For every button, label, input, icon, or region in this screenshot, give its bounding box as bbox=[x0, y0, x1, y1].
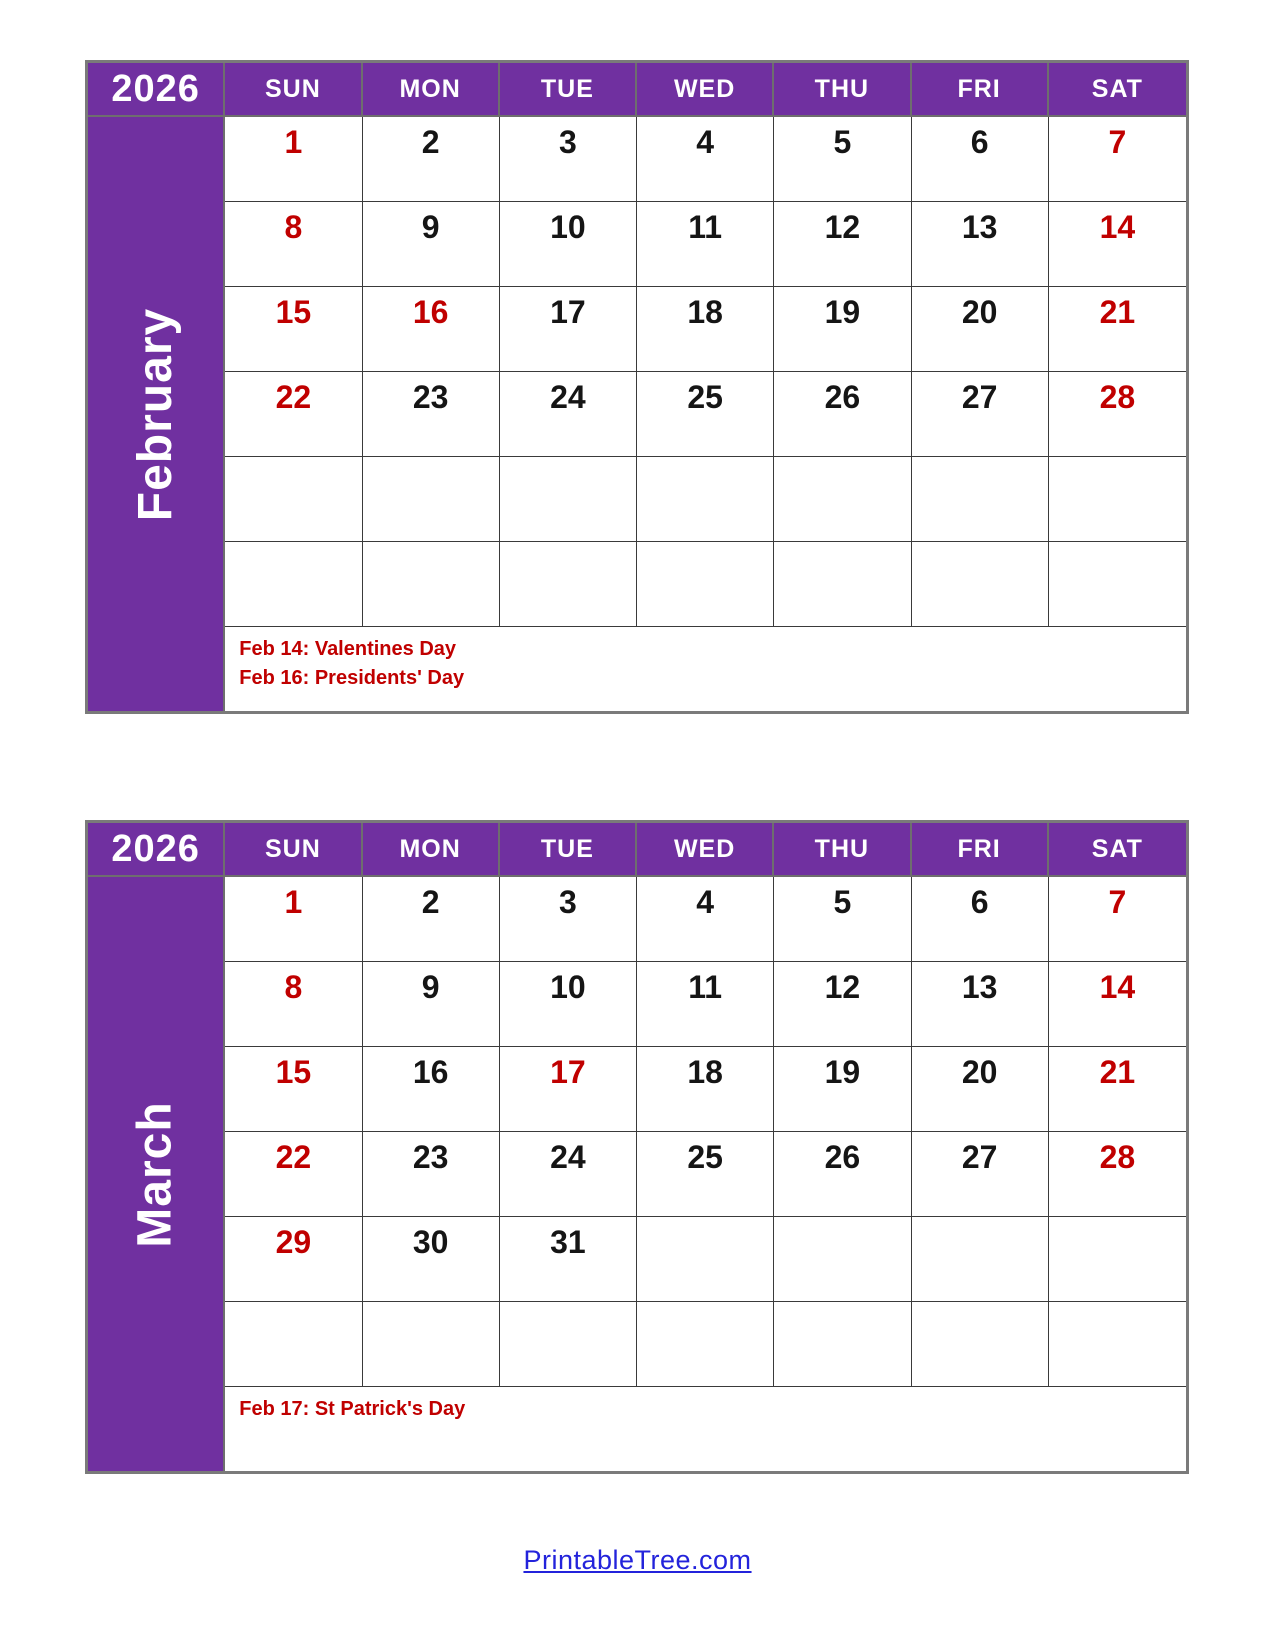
date-cell: 4 bbox=[637, 877, 774, 962]
date-cell: 11 bbox=[637, 962, 774, 1047]
date-cell: 26 bbox=[774, 372, 911, 457]
date-cell: 15 bbox=[225, 287, 362, 372]
date-cell: 14 bbox=[1049, 962, 1186, 1047]
date-cell: 25 bbox=[637, 372, 774, 457]
date-cell: 28 bbox=[1049, 372, 1186, 457]
date-cell: 10 bbox=[500, 962, 637, 1047]
holiday-notes-area bbox=[225, 1387, 1186, 1471]
date-cell: 23 bbox=[363, 372, 500, 457]
date-cell: 10 bbox=[500, 202, 637, 287]
empty-cell bbox=[500, 457, 637, 542]
empty-cell bbox=[363, 1302, 500, 1387]
date-cell: 23 bbox=[363, 1132, 500, 1217]
year-label: 2026 bbox=[88, 63, 225, 117]
holiday-note: Feb 17: St Patrick's Day bbox=[239, 1398, 466, 1420]
date-cell: 24 bbox=[500, 1132, 637, 1217]
date-cell: 13 bbox=[912, 202, 1049, 287]
date-cell: 7 bbox=[1049, 117, 1186, 202]
empty-cell bbox=[774, 1302, 911, 1387]
date-cell: 15 bbox=[225, 1047, 362, 1132]
holiday-note: Feb 16: Presidents' Day bbox=[239, 667, 465, 689]
date-cell: 1 bbox=[225, 117, 362, 202]
date-cell: 17 bbox=[500, 287, 637, 372]
day-header-sun: SUN bbox=[225, 63, 362, 117]
empty-cell bbox=[774, 542, 911, 627]
date-cell: 2 bbox=[363, 877, 500, 962]
date-cell: 16 bbox=[363, 1047, 500, 1132]
empty-cell bbox=[500, 1302, 637, 1387]
date-cell: 25 bbox=[637, 1132, 774, 1217]
date-cell: 20 bbox=[912, 287, 1049, 372]
year-label: 2026 bbox=[88, 823, 225, 877]
month-label: February bbox=[129, 307, 183, 521]
day-header-sat: SAT bbox=[1049, 823, 1186, 877]
date-cell: 6 bbox=[912, 877, 1049, 962]
calendar-february bbox=[85, 60, 1189, 714]
date-cell: 21 bbox=[1049, 287, 1186, 372]
date-cell: 27 bbox=[912, 372, 1049, 457]
date-cell: 2 bbox=[363, 117, 500, 202]
empty-cell bbox=[637, 457, 774, 542]
date-cell: 8 bbox=[225, 962, 362, 1047]
date-cell: 28 bbox=[1049, 1132, 1186, 1217]
month-sidebar bbox=[88, 117, 225, 711]
day-header-thu: THU bbox=[774, 823, 911, 877]
date-cell: 4 bbox=[637, 117, 774, 202]
date-cell: 12 bbox=[774, 962, 911, 1047]
empty-cell bbox=[637, 1217, 774, 1302]
empty-cell bbox=[225, 457, 362, 542]
empty-cell bbox=[1049, 542, 1186, 627]
empty-cell bbox=[912, 1302, 1049, 1387]
holiday-note: Feb 14: Valentines Day bbox=[239, 638, 457, 660]
date-cell: 5 bbox=[774, 877, 911, 962]
date-cell: 22 bbox=[225, 1132, 362, 1217]
empty-cell bbox=[912, 457, 1049, 542]
date-cell: 29 bbox=[225, 1217, 362, 1302]
empty-cell bbox=[363, 542, 500, 627]
empty-cell bbox=[363, 457, 500, 542]
date-cell: 22 bbox=[225, 372, 362, 457]
day-header-tue: TUE bbox=[500, 823, 637, 877]
empty-cell bbox=[774, 457, 911, 542]
empty-cell bbox=[637, 1302, 774, 1387]
date-cell: 8 bbox=[225, 202, 362, 287]
day-header-sat: SAT bbox=[1049, 63, 1186, 117]
date-cell: 18 bbox=[637, 287, 774, 372]
day-header-thu: THU bbox=[774, 63, 911, 117]
holiday-notes-area bbox=[225, 627, 1186, 711]
empty-cell bbox=[912, 542, 1049, 627]
date-cell: 14 bbox=[1049, 202, 1186, 287]
empty-cell bbox=[637, 542, 774, 627]
date-cell: 3 bbox=[500, 117, 637, 202]
empty-cell bbox=[500, 542, 637, 627]
date-cell: 19 bbox=[774, 1047, 911, 1132]
day-header-wed: WED bbox=[637, 823, 774, 877]
date-cell: 27 bbox=[912, 1132, 1049, 1217]
date-cell: 16 bbox=[363, 287, 500, 372]
date-cell: 30 bbox=[363, 1217, 500, 1302]
calendar-march bbox=[85, 820, 1189, 1474]
date-cell: 26 bbox=[774, 1132, 911, 1217]
day-header-wed: WED bbox=[637, 63, 774, 117]
empty-cell bbox=[1049, 1302, 1186, 1387]
date-cell: 18 bbox=[637, 1047, 774, 1132]
date-cell: 12 bbox=[774, 202, 911, 287]
date-cell: 17 bbox=[500, 1047, 637, 1132]
month-sidebar bbox=[88, 877, 225, 1471]
date-cell: 24 bbox=[500, 372, 637, 457]
empty-cell bbox=[912, 1217, 1049, 1302]
date-cell: 6 bbox=[912, 117, 1049, 202]
empty-cell bbox=[1049, 1217, 1186, 1302]
date-cell: 7 bbox=[1049, 877, 1186, 962]
day-header-fri: FRI bbox=[912, 63, 1049, 117]
empty-cell bbox=[225, 1302, 362, 1387]
date-cell: 19 bbox=[774, 287, 911, 372]
day-header-fri: FRI bbox=[912, 823, 1049, 877]
date-cell: 31 bbox=[500, 1217, 637, 1302]
footer bbox=[0, 1545, 1275, 1576]
date-cell: 1 bbox=[225, 877, 362, 962]
date-cell: 11 bbox=[637, 202, 774, 287]
empty-cell bbox=[774, 1217, 911, 1302]
day-header-mon: MON bbox=[363, 63, 500, 117]
empty-cell bbox=[225, 542, 362, 627]
footer-link[interactable]: PrintableTree.com bbox=[523, 1545, 752, 1575]
date-cell: 5 bbox=[774, 117, 911, 202]
day-header-mon: MON bbox=[363, 823, 500, 877]
date-cell: 9 bbox=[363, 962, 500, 1047]
date-cell: 9 bbox=[363, 202, 500, 287]
day-header-sun: SUN bbox=[225, 823, 362, 877]
date-cell: 21 bbox=[1049, 1047, 1186, 1132]
date-cell: 3 bbox=[500, 877, 637, 962]
date-cell: 13 bbox=[912, 962, 1049, 1047]
month-label: March bbox=[129, 1100, 183, 1248]
day-header-tue: TUE bbox=[500, 63, 637, 117]
date-cell: 20 bbox=[912, 1047, 1049, 1132]
empty-cell bbox=[1049, 457, 1186, 542]
